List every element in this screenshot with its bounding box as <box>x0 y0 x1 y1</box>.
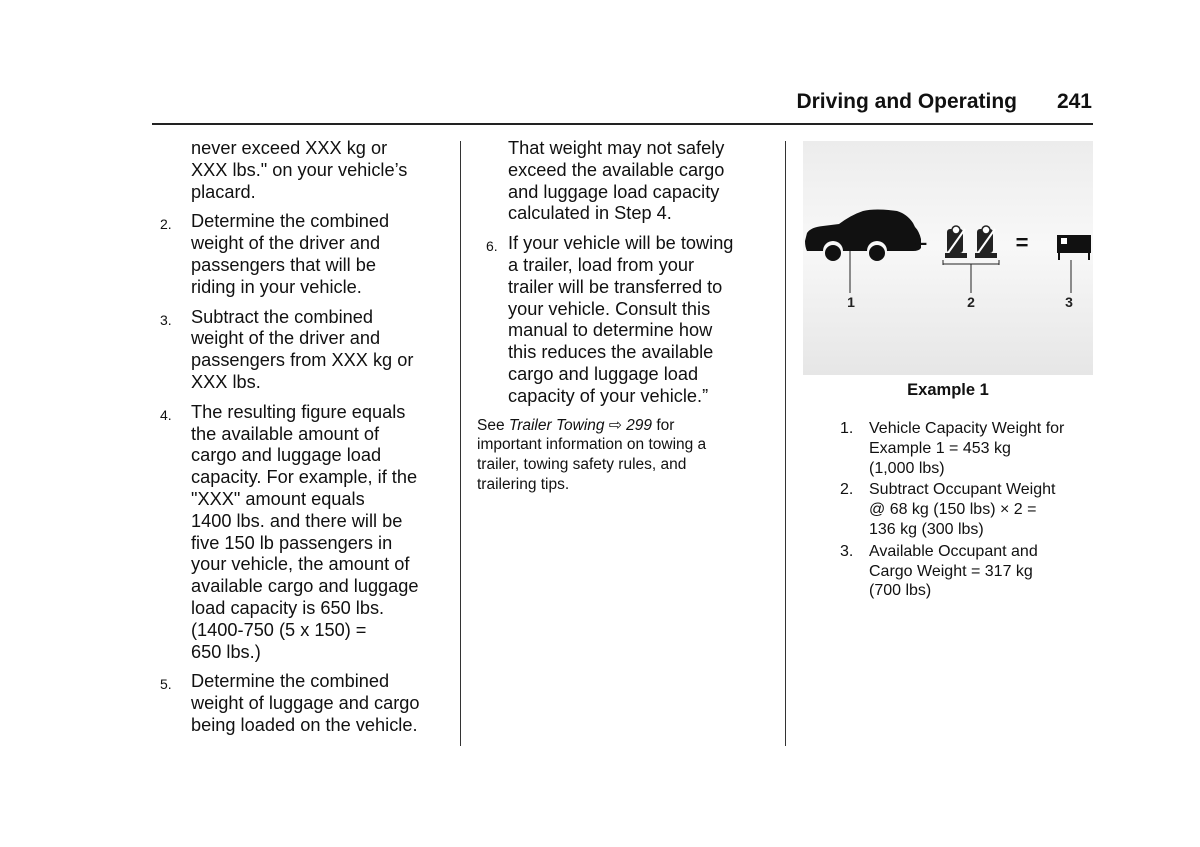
list-text: Vehicle Capacity Weight for Example 1 = 453 kg (1,000 lbs) <box>869 420 1065 477</box>
capacity-example-figure <box>803 141 1093 375</box>
equals-sign: = <box>1015 230 1029 255</box>
list-number: 2. <box>840 481 854 499</box>
callout-1: 1 <box>847 294 855 310</box>
list-item <box>840 419 1095 478</box>
list-number: 3. <box>840 542 854 560</box>
see-also-note <box>477 416 767 495</box>
list-text: Subtract Occupant Weight @ 68 kg (150 lbs) × 2 = 136 kg (300 lbs) <box>869 481 1056 538</box>
page-reference-arrow-icon: ⇨ <box>608 416 622 434</box>
step-text: If your vehicle will be towing a trailer, load from your trailer will be transferred to your vehicle. Consult this manual to determine how this reduces the available cargo and luggage load capacity of your vehicle.” <box>508 233 734 406</box>
step-number: 6. <box>486 238 498 255</box>
see-prefix: See <box>477 416 509 434</box>
see-page-number[interactable]: 299 <box>626 416 653 434</box>
list-item <box>840 542 1095 601</box>
header-rule <box>152 123 1093 125</box>
callout-3: 3 <box>1065 294 1073 310</box>
minus-sign: – <box>914 230 928 255</box>
list-text: Available Occupant and Cargo Weight = 317 kg (700 lbs) <box>869 542 1038 600</box>
step-item <box>477 233 767 407</box>
continuation-text: never exceed XXX kg or XXX lbs." on your vehicle’s placard. <box>191 138 408 202</box>
step-item <box>160 671 455 736</box>
column-1 <box>160 138 455 745</box>
list-item <box>840 480 1095 539</box>
column-divider-left <box>460 141 461 746</box>
section-title: Driving and Operating <box>796 90 1017 113</box>
step-text: The resulting figure equals the available amount of cargo and luggage load capacity. For example, if the "XXX" amount equals 1400 lbs. and there will be five 150 lb passengers in your vehicle, the amount of available cargo and luggage load capacity is 650 lbs. (1400-750 (5 x 150) = 650 lbs.) <box>191 401 419 662</box>
page-number: 241 <box>1056 90 1092 113</box>
column-divider-right <box>785 141 786 746</box>
step-number: 3. <box>160 311 172 328</box>
continuation-text: That weight may not safely exceed the available cargo and luggage load capacity calculated in Step 4. <box>508 138 725 224</box>
step-item <box>160 402 455 664</box>
step-text: Determine the combined weight of luggage and cargo being loaded on the vehicle. <box>191 671 420 735</box>
see-suffix: for important information on towing a trailer, towing safety rules, and trailering tips. <box>477 416 707 493</box>
step-item <box>160 211 455 298</box>
example-list <box>840 419 1095 603</box>
column-2 <box>477 138 767 495</box>
step-number: 5. <box>160 676 172 693</box>
step-item <box>160 307 455 394</box>
list-number: 1. <box>840 420 854 437</box>
callout-2: 2 <box>967 294 975 310</box>
step-number: 2. <box>160 216 172 233</box>
see-link-trailer-towing[interactable]: Trailer Towing <box>508 416 605 434</box>
step-text: Subtract the combined weight of the driver and passengers from XXX kg or XXX lbs. <box>191 306 414 392</box>
figure-caption: Example 1 <box>907 381 989 399</box>
step-number: 4. <box>160 406 172 423</box>
step-text: Determine the combined weight of the driver and passengers that will be riding in your vehicle. <box>191 211 390 297</box>
